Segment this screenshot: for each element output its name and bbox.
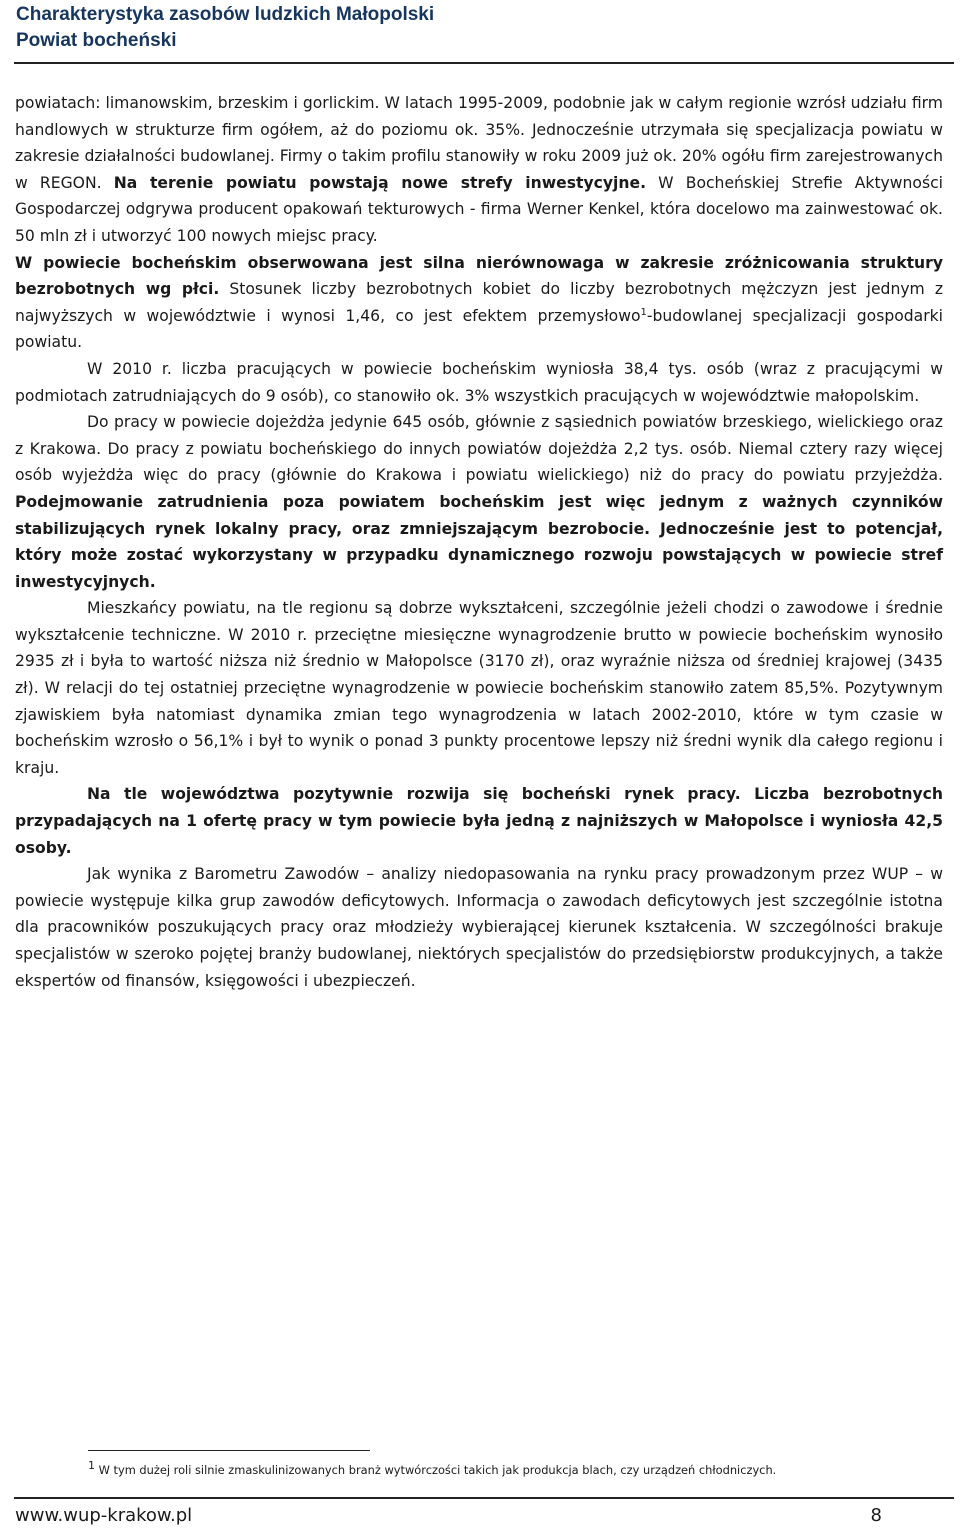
paragraph-4 bbox=[15, 409, 943, 595]
footnote-reference: 1 bbox=[640, 306, 647, 318]
header-divider bbox=[14, 62, 954, 64]
page-number: 8 bbox=[870, 1505, 882, 1526]
bold-text-run: W powiecie bocheńskim obserwowana jest silna nierównowaga w zakresie zróżnicowania struktury bezrobotnych wg płci. bbox=[15, 253, 943, 299]
footnote-number: 1 bbox=[88, 1459, 95, 1473]
footer-url: www.wup-krakow.pl bbox=[15, 1505, 193, 1526]
header-subtitle: Powiat bocheński bbox=[16, 30, 177, 51]
paragraph-3: W 2010 r. liczba pracujących w powiecie bocheńskim wyniosła 38,4 tys. osób (wraz z pracującymi w podmiotach zatrudniających do 9 osób), co stanowiło ok. 3% wszystkich pracujących w województwie małopolskim. bbox=[15, 359, 943, 405]
text-run: powiatach: limanowskim, brzeskim i gorlickim. W latach 1995-2009, podobnie jak w całym regionie wzrósł udziału firm handlowych w strukturze firm ogółem, aż do poziomu ok. 35%. Jednocześnie utrzymała się specjalizacja powiatu w zakresie działalności budowlanej. Firmy o takim profilu stanowiły w roku 2009 już ok. 20% ogółu firm zarejestrowanych w REGON. bbox=[15, 94, 943, 192]
bold-text-run: Na terenie powiatu powstają nowe strefy inwestycyjne. bbox=[113, 173, 646, 192]
text-run: -budowlanej specjalizacji gospodarki powiatu. bbox=[15, 306, 943, 352]
bold-text-run: Podejmowanie zatrudnienia poza powiatem bocheńskim jest więc jednym z ważnych czynników stabilizujących rynek lokalny pracy, oraz zmniejszającym bezrobocie. Jednocześnie jest to potencjał, który może zostać wykorzystany w przypadku dynamicznego rozwoju powstających w powiecie stref inwestycyjnych. bbox=[15, 492, 943, 591]
page-header bbox=[16, 2, 946, 54]
text-run: W Bocheńskiej Strefie Aktywności Gospodarczej odgrywa producent opakowań tekturowych - firma Werner Kenkel, która docelowo ma zainwestować ok. 50 mln zł i utworzyć 100 nowych miejsc pracy. bbox=[15, 173, 943, 245]
paragraph-5: Mieszkańcy powiatu, na tle regionu są dobrze wykształceni, szczególnie jeżeli chodzi o zawodowe i średnie wykształcenie techniczne. W 2010 r. przeciętne miesięczne wynagrodzenie brutto w powiecie bocheńskim wynosiło 2935 zł i była to wartość niższa niż średnio w Małopolsce (3170 zł), oraz wyraźnie niższa od średniej krajowej (3435 zł). W relacji do tej ostatniej przeciętne wynagrodzenie w powiecie bocheńskim stanowiło zatem 85,5%. Pozytywnym zjawiskiem była natomiast dynamika zmian tego wynagrodzenia w latach 2002-2010, które w tym czasie w bocheńskim wzrosło o 56,1% i był to wynik o ponad 3 punkty procentowe lepszy niż średni wynik dla całego regionu i kraju. bbox=[15, 599, 943, 777]
document-body bbox=[15, 90, 943, 994]
paragraph-1 bbox=[15, 90, 943, 250]
paragraph-6: Na tle województwa pozytywnie rozwija się bocheński rynek pracy. Liczba bezrobotnych przypadających na 1 ofertę pracy w tym powiecie była jedną z najniższych w Małopolsce i wyniosła 42,5 osoby. bbox=[15, 785, 943, 857]
footnote-text: W tym dużej roli silnie zmaskulinizowanych branż wytwórczości takich jak produkcja blach, czy urządzeń chłodniczych. bbox=[95, 1463, 777, 1477]
text-run: Do pracy w powiecie dojeżdża jedynie 645 osób, głównie z sąsiednich powiatów brzeskiego, wielickiego oraz z Krakowa. Do pracy z powiatu bocheńskiego do innych powiatów dojeżdża 2,2 tys. osób. Niemal cztery razy więcej osób wyjeżdża więc do pracy (głównie do Krakowa i powiatu wielickiego) niż do pracy do powiatu przyjeżdża. bbox=[15, 413, 943, 485]
footnote bbox=[88, 1459, 928, 1478]
text-run: Stosunek liczby bezrobotnych kobiet do liczby bezrobotnych mężczyzn jest jednym z najwyższych w województwie i wynosi 1,46, co jest efektem przemysłowo bbox=[15, 280, 944, 325]
paragraph-7: Jak wynika z Barometru Zawodów – analizy niedopasowania na rynku pracy prowadzonym przez WUP – w powiecie występuje kilka grup zawodów deficytowych. Informacja o zawodach deficytowych jest szczególnie istotna dla pracowników poszukujących pracy oraz młodzieży wybierającej kierunek kształcenia. W szczególności brakuje specjalistów w szeroko pojętej branży budowlanej, niektórych specjalistów do przedsiębiorstw produkcyjnych, a także ekspertów od finansów, księgowości i ubezpieczeń. bbox=[15, 865, 943, 990]
footer-divider bbox=[14, 1497, 954, 1499]
footnote-divider bbox=[88, 1450, 370, 1451]
paragraph-2 bbox=[15, 250, 943, 356]
header-title: Charakterystyka zasobów ludzkich Małopolski bbox=[16, 4, 435, 25]
